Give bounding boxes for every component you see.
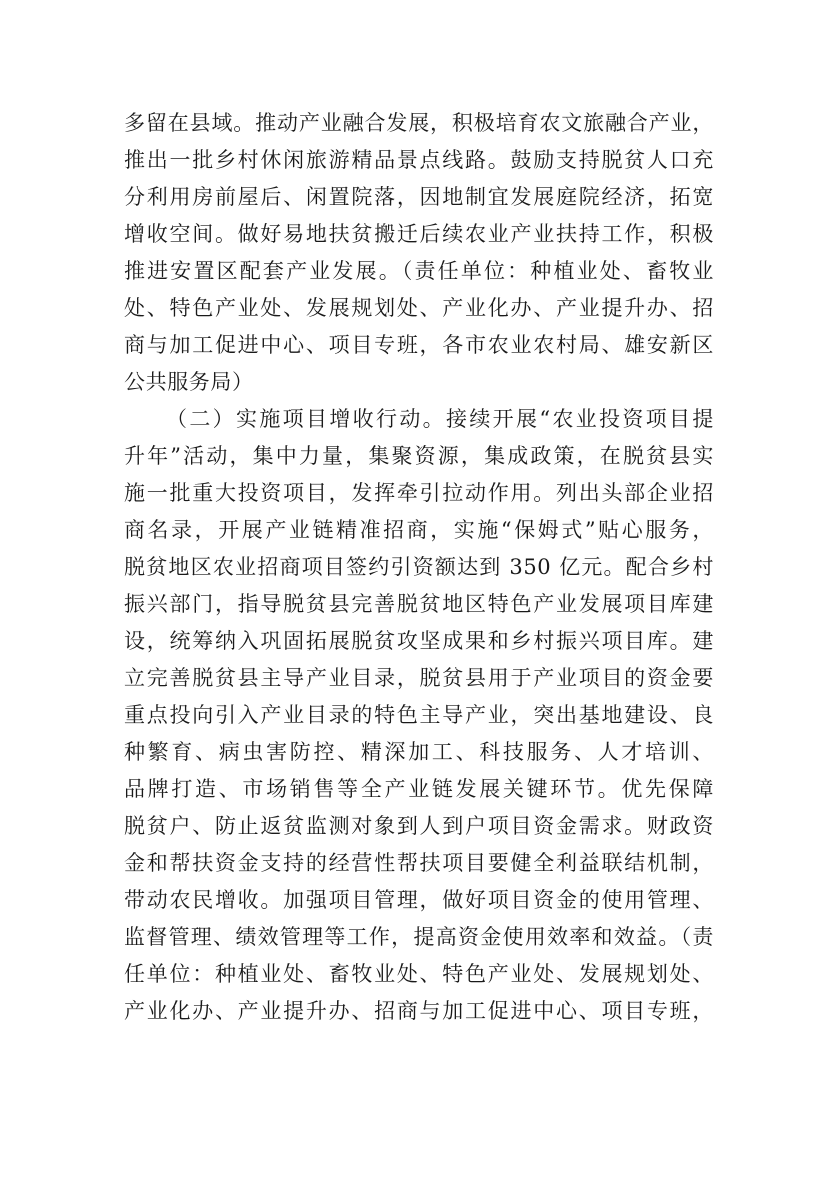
text-line: 金和帮扶资金支持的经营性帮扶项目要健全利益联结机制， xyxy=(124,851,714,875)
text-line: 脱贫户、防止返贫监测对象到人到户项目资金需求。财政资 xyxy=(124,814,714,838)
text-line: 多留在县域。推动产业融合发展，积极培育农文旅融合产业， xyxy=(124,111,714,135)
text-line: 分利用房前屋后、闲置院落，因地制宜发展庭院经济，拓宽 xyxy=(124,185,714,209)
text-line: 推出一批乡村休闲旅游精品景点线路。鼓励支持脱贫人口充 xyxy=(124,148,714,172)
section-heading-line: （二）实施项目增收行动。接续开展“农业投资项目提 xyxy=(166,407,714,431)
text-line: 设，统筹纳入巩固拓展脱贫攻坚成果和乡村振兴项目库。建 xyxy=(124,629,714,653)
text-line: 带动农民增收。加强项目管理，做好项目资金的使用管理、 xyxy=(124,888,714,912)
text-line: 推进安置区配套产业发展。（责任单位：种植业处、畜牧业 xyxy=(124,259,714,283)
text-line: 公共服务局） xyxy=(124,370,254,394)
text-line: 任单位：种植业处、畜牧业处、特色产业处、发展规划处、 xyxy=(124,962,714,986)
text-line: 脱贫地区农业招商项目签约引资额达到 350 亿元。配合乡村 xyxy=(124,555,714,579)
text-line: 种繁育、病虫害防控、精深加工、科技服务、人才培训、 xyxy=(124,740,714,764)
text-line: 商名录，开展产业链精准招商，实施“保姆式”贴心服务， xyxy=(124,518,714,542)
text-line: 产业化办、产业提升办、招商与加工促进中心、项目专班， xyxy=(124,999,714,1023)
text-line: 商与加工促进中心、项目专班，各市农业农村局、雄安新区 xyxy=(124,333,714,357)
text-line: 升年”活动，集中力量，集聚资源，集成政策，在脱贫县实 xyxy=(124,444,714,468)
text-line: 振兴部门，指导脱贫县完善脱贫地区特色产业发展项目库建 xyxy=(124,592,714,616)
text-line: 立完善脱贫县主导产业目录，脱贫县用于产业项目的资金要 xyxy=(124,666,714,690)
text-line: 监督管理、绩效管理等工作，提高资金使用效率和效益。（责 xyxy=(124,925,714,949)
text-line: 处、特色产业处、发展规划处、产业化办、产业提升办、招 xyxy=(124,296,714,320)
text-line: 品牌打造、市场销售等全产业链发展关键环节。优先保障 xyxy=(124,777,714,801)
text-line: 施一批重大投资项目，发挥牵引拉动作用。列出头部企业招 xyxy=(124,481,714,505)
text-line: 增收空间。做好易地扶贫搬迁后续农业产业扶持工作，积极 xyxy=(124,222,714,246)
text-line: 重点投向引入产业目录的特色主导产业，突出基地建设、良 xyxy=(124,703,714,727)
